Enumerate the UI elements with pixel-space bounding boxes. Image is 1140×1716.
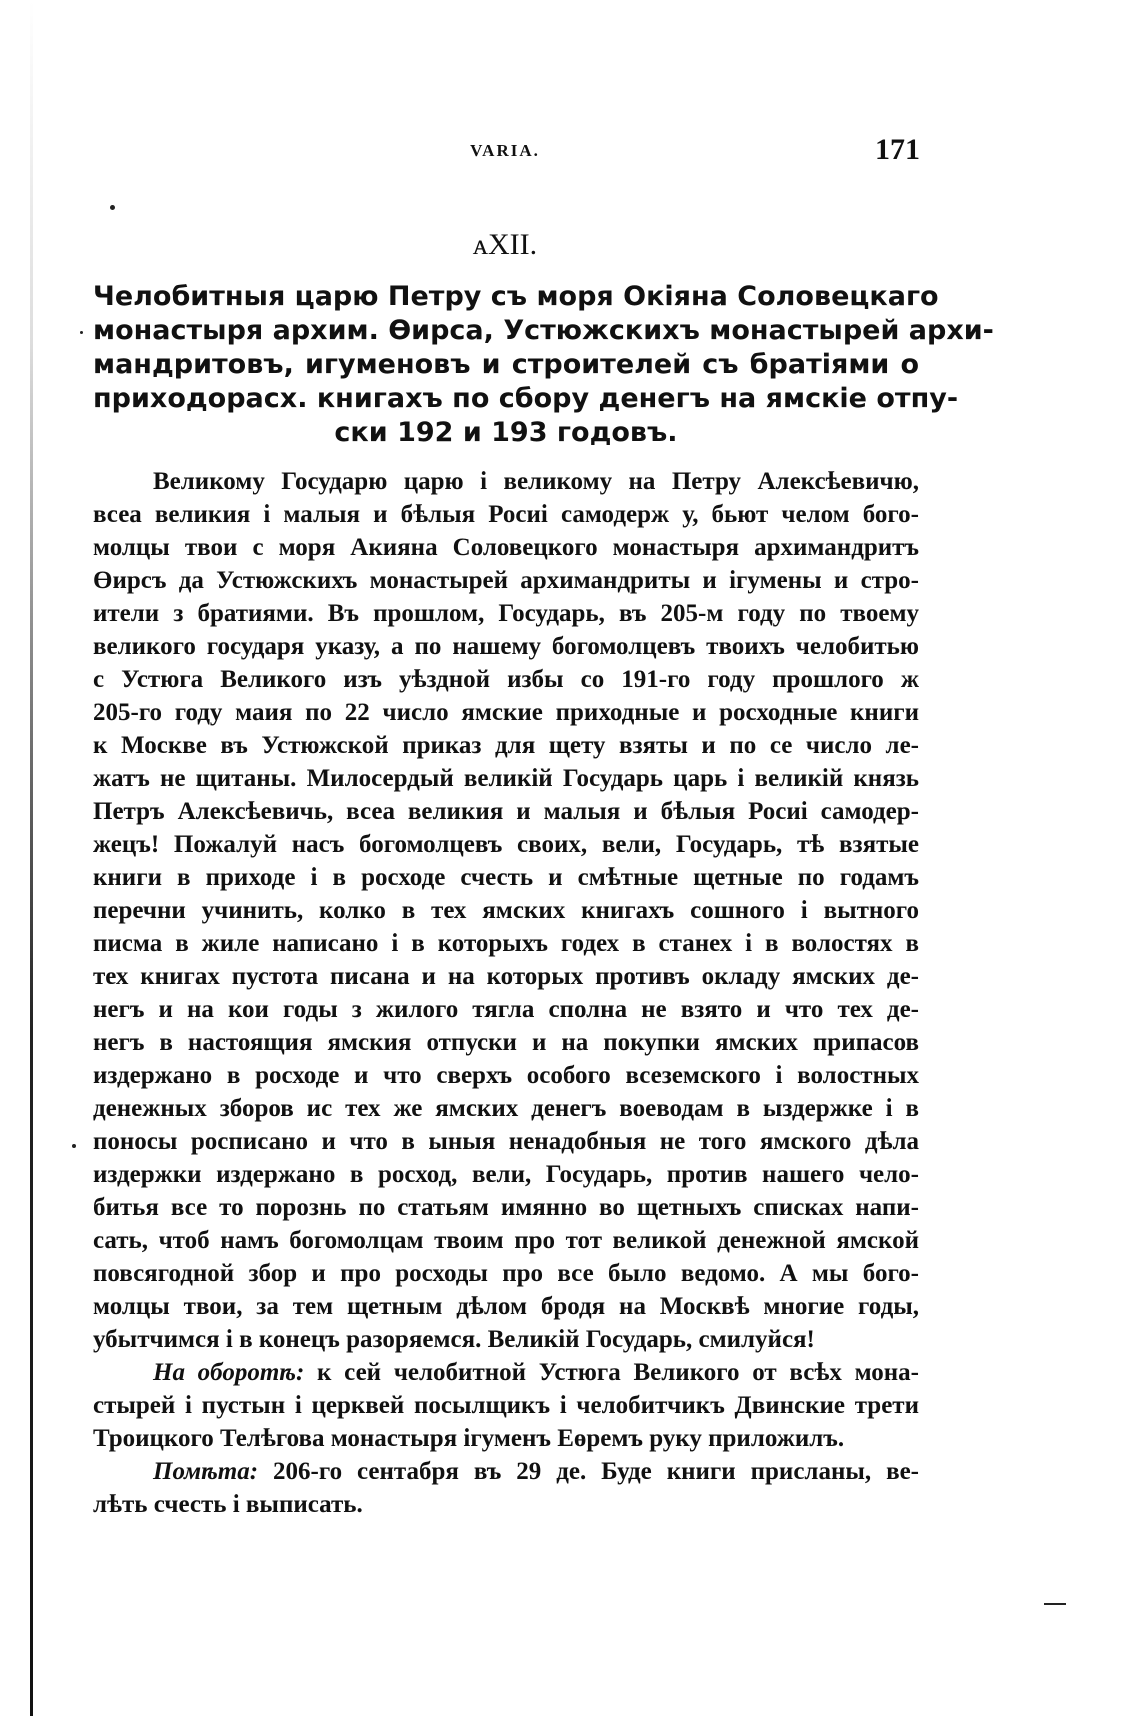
body-line: поносы росписано и что в ыныя ненадобныя не того ямского дѣла: [93, 1128, 919, 1155]
title-line: Челобитныя царю Петру съ моря Окіяна Соловецкаго: [93, 281, 939, 312]
body-line: Великому Государю царю і великому на Петру Алексѣевичю,: [153, 468, 919, 495]
margin-dot: [110, 205, 115, 210]
body-line: Петръ Алексѣевичь, всеа великия и малыя и бѣлыя Росиі самодер-: [93, 798, 919, 825]
obverse-line: Троицкого Телѣгова монастыря ігуменъ Еөремъ руку приложилъ.: [93, 1425, 845, 1452]
title-line: мандритовъ, игуменовъ и строителей съ братіями о: [93, 349, 919, 380]
note-line: лѣть счесть і выписать.: [93, 1491, 363, 1518]
note-first-line: [93, 1455, 919, 1488]
body-line: молцы твои, за тем щетным дѣлом бродя на Москвѣ многие годы,: [93, 1293, 919, 1320]
body-line: убытчимся і в конецъ разоряемся. Великій Государь, смилуйся!: [93, 1326, 815, 1353]
obverse-line: стырей і пустын і церквей посылщикъ і челобитчикъ Двинские трети: [93, 1392, 919, 1419]
body-line: писма в жиле написано і в которыхъ годех в станех і в волостях в: [93, 930, 919, 957]
body-line: книги в приходе і в росходе счесть и смѣтные щетные по годамъ: [93, 864, 919, 891]
body-line: с Устюга Великого изъ уѣздной избы со 191-го году прошлого ж: [93, 666, 919, 693]
body-line: негъ в настоящия ямския отпуски и на покупки ямских припасов: [93, 1029, 919, 1056]
title-line: ски 192 и 193 годовъ.: [334, 417, 678, 448]
obverse-text: к сей челобитной Устюга Великого от всѣх мона-: [317, 1359, 920, 1386]
body-line: жецъ! Пожалуй насъ богомолцевъ своих, вели, Государь, тѣ взятые: [93, 831, 919, 858]
body-line: битья все то порознь по статьям имянно во щетныхъ списках напи-: [93, 1194, 919, 1221]
body-line: молцы твои с моря Акияна Соловецкого монастыря архимандритъ: [93, 534, 919, 561]
margin-stroke: [1044, 1603, 1066, 1605]
section-number: ᴀXII.: [472, 228, 538, 261]
body-line: 205-го году маия по 22 число ямские приходные и росходные книги: [93, 699, 919, 726]
page-number: 171: [875, 133, 920, 166]
note-label: Помѣта:: [153, 1458, 259, 1485]
document-title: [93, 280, 994, 450]
body-line: издержано в росходе и что сверхъ особого всеземского і волостных: [93, 1062, 919, 1089]
body-line: ители з братиями. Въ прошлом, Государь, въ 205-м году по твоему: [93, 600, 919, 627]
margin-dot: [72, 1144, 76, 1148]
title-line: приходорасх. книгахъ по сбору денегъ на ямскіе отпу-: [93, 383, 959, 414]
page-edge-shadow: [30, 0, 33, 1716]
body-line: Өирсъ да Устюжскихъ монастырей архимандриты и ігумены и стро-: [93, 567, 919, 594]
note-text: 206-го сентабря въ 29 де. Буде книги присланы, ве-: [273, 1458, 919, 1485]
body-line: жатъ не щитаны. Милосердый великій Государь царь і великій князь: [93, 765, 919, 792]
margin-dot: [80, 331, 83, 334]
body-line: издержки издержано в росход, вели, Государь, против нашего чело-: [93, 1161, 919, 1188]
body-line: повсягодной збор и про росходы про все было ведомо. А мы бого-: [93, 1260, 919, 1287]
obverse-first-line: [93, 1356, 919, 1389]
title-line: монастыря архим. Өирса, Устюжскихъ монастырей архи-: [93, 315, 994, 346]
body-line: к Москве въ Устюжской приказ для щету взяты и по се число ле-: [93, 732, 919, 759]
body-line: негъ и на кои годы з жилого тягла сполна не взято и что тех де-: [93, 996, 919, 1023]
running-head: [90, 133, 920, 173]
obverse-label: На оборотѣ:: [153, 1359, 305, 1386]
body-line: сать, чтоб намъ богомолцам твоим про тот великой денежной ямской: [93, 1227, 919, 1254]
document-body: [93, 465, 919, 1521]
running-title: VARIA.: [470, 141, 540, 160]
body-line: всеа великия і малыя и бѣлыя Росиі самодерж у, бьют челом бого-: [93, 501, 919, 528]
body-line: денежных зборов ис тех же ямских денегъ воеводам в ыздержке і в: [93, 1095, 919, 1122]
body-line: великого государя указу, а по нашему богомолцевъ твоихъ челобитью: [93, 633, 919, 660]
body-line: перечни учинить, колко в тех ямских книгахъ сошного і вытного: [93, 897, 919, 924]
body-line: тех книгах пустота писана и на которых противъ окладу ямских де-: [93, 963, 919, 990]
